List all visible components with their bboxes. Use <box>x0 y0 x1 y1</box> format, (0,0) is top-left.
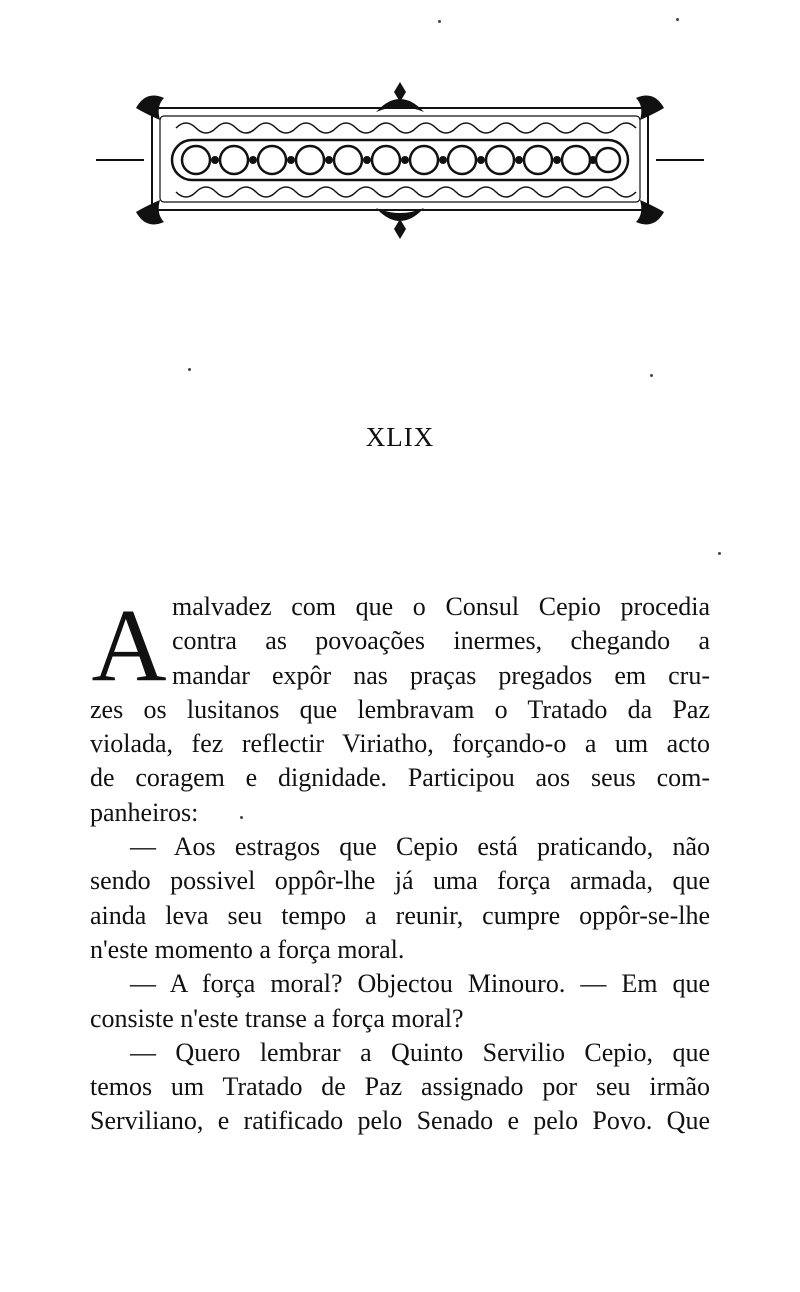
body-line: malvadez com que o Consul Cepio procedia <box>172 592 710 621</box>
body-line: consiste n'este transe a força moral? <box>90 1003 464 1033</box>
body-line: ainda leva seu tempo a reunir, cumpre oppôr-se-lhe <box>90 900 710 930</box>
body-line: panheiros: <box>90 797 199 827</box>
drop-cap: A <box>91 588 167 703</box>
body-line: contra as povoações inermes, chegando a <box>172 626 710 656</box>
body-line: temos um Tratado de Paz assignado por seu irmão <box>90 1072 710 1102</box>
body-line: violada, fez reflectir Viriatho, forçando-o a um acto <box>90 729 710 759</box>
chapter-title: XLIX <box>365 422 435 452</box>
body-line: Serviliano, e ratificado pelo Senado e pelo Povo. Que <box>90 1106 710 1136</box>
chapter-body <box>90 590 710 1139</box>
body-line: — Quero lembrar a Quinto Servilio Cepio, que <box>130 1037 710 1067</box>
body-line: de coragem e dignidade. Participou aos seus com- <box>90 763 710 793</box>
body-line: zes os lusitanos que lembravam o Tratado da Paz <box>90 694 710 724</box>
body-line: n'este momento a força moral. <box>90 934 405 964</box>
body-line: — A força moral? Objectou Minouro. — Em que <box>130 969 710 999</box>
body-line: — Aos estragos que Cepio está praticando, não <box>130 832 710 862</box>
body-line: sendo possivel oppôr-lhe já uma força armada, que <box>90 866 710 896</box>
body-line: mandar expôr nas praças pregados em cru- <box>172 660 710 690</box>
decorative-headpiece-icon <box>96 78 704 243</box>
